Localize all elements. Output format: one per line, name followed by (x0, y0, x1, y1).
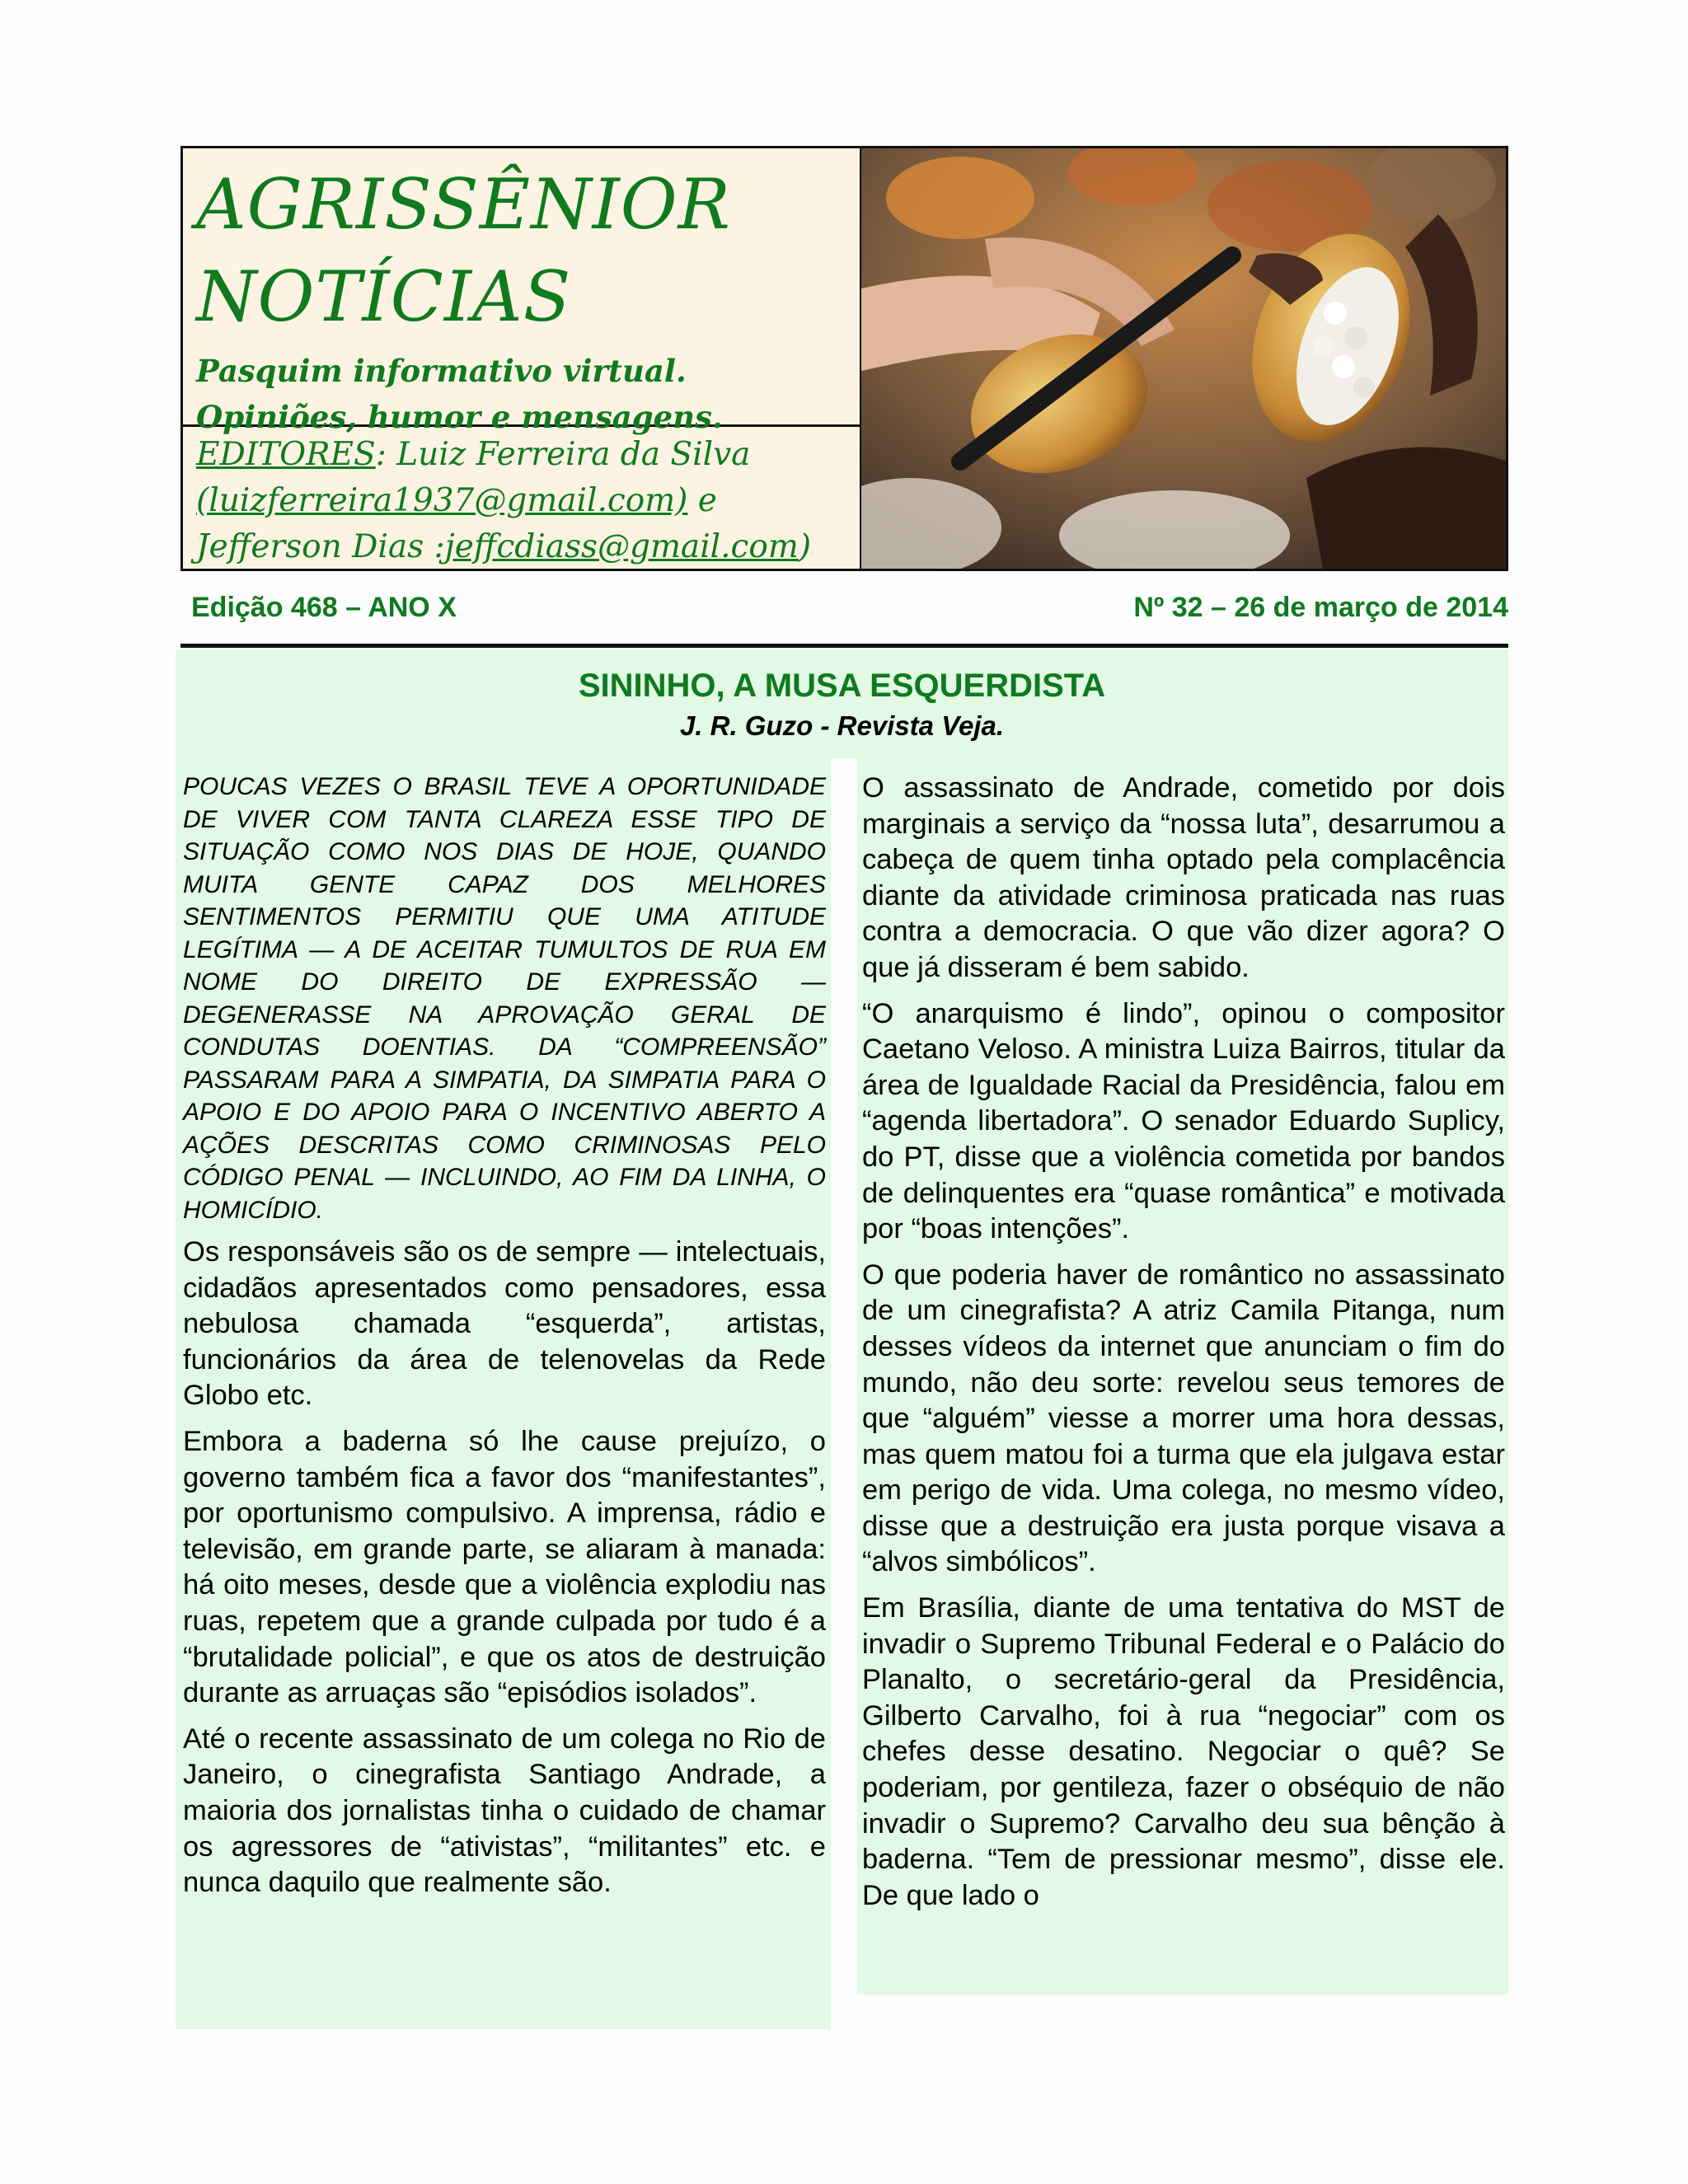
issue-date: Nº 32 – 26 de março de 2014 (1133, 592, 1508, 623)
masthead-subtitle-line2: Opiniões, humor e mensagens. (196, 399, 723, 435)
editors-label: EDITORES (196, 436, 376, 473)
cocoa-pods-illustration (861, 148, 1507, 569)
editor-email-2[interactable]: jeffcdiass@gmail.com (444, 528, 799, 565)
article-paragraph: O assassinato de Andrade, cometido por dois marginais a serviço da “nossa luta”, desarrumou a cabeça de quem tinha optado pela complacência diante da atividade criminosa praticada nas ruas contra a democracia. O que vão dizer agora? O que já disseram é bem sabido. (862, 772, 1505, 983)
edition-divider (181, 644, 1508, 648)
masthead-title-line2: NOTÍCIAS (196, 256, 572, 337)
masthead-text-panel (181, 146, 861, 571)
article-column-left (183, 771, 826, 1911)
masthead (181, 146, 1508, 571)
article-paragraph: Embora a baderna só lhe cause prejuízo, o governo também fica a favor dos “manifestantes”, por oportunismo compulsivo. A imprensa, rádio e televisão, em grande parte, se aliaram à manada: há oito meses, desde que a violência explodiu nas ruas, repetem que a grande culpada por tudo é a “brutalidade policial”, e que os atos de destruição durante as arruaças são “episódios isolados”. (183, 1425, 826, 1709)
edition-number: Edição 468 – ANO X (191, 592, 457, 623)
editors-name-1: : Luiz Ferreira da Silva (375, 436, 751, 473)
article-column-right (862, 771, 1505, 1924)
editors-line-3 (196, 524, 851, 570)
article-paragraph: Os responsáveis são os de sempre — intelectuais, cidadãos apresentados como pensadores, essa nebulosa chamada “esquerda”, artistas, funcionários da área de telenovelas da Rede Globo etc. (183, 1236, 826, 1412)
editors-line3-suffix: ) (798, 528, 812, 565)
masthead-editors (183, 427, 860, 570)
cocoa-pods-photo (861, 146, 1508, 571)
editors-line-2 (196, 478, 851, 524)
masthead-subtitle-line1: Pasquim informativo virtual. (196, 353, 687, 389)
edition-bar (191, 592, 1508, 624)
article-lead-paragraph: POUCAS VEZES O BRASIL TEVE A OPORTUNIDADE DE VIVER COM TANTA CLAREZA ESSE TIPO DE SITUAÇÃO COMO NOS DIAS DE HOJE, QUANDO MUITA GENTE CAPAZ DOS MELHORES SENTIMENTOS PERMITIU QUE UMA ATITUDE LEGÍTIMA — A DE ACEITAR TUMULTOS DE RUA EM NOME DO DIREITO DE EXPRESSÃO — DEGENERASSE NA APROVAÇÃO GERAL DE CONDUTAS DOENTIAS. DA “COMPREENSÃO” PASSARAM PARA A SIMPATIA, DA SIMPATIA PARA O APOIO E DO APOIO PARA O INCENTIVO ABERTO A AÇÕES DESCRITAS COMO CRIMINOSAS PELO CÓDIGO PENAL — INCLUINDO, AO FIM DA LINHA, O HOMICÍDIO. (183, 773, 826, 1224)
masthead-title-line1: AGRISSÊNIOR (196, 164, 731, 245)
editors-line-1 (196, 432, 851, 478)
editor-email-1[interactable]: (luizferreira1937@gmail.com) (196, 482, 688, 519)
article-headline: SININHO, A MUSA ESQUERDISTA (578, 668, 1106, 704)
masthead-title-box (183, 148, 860, 435)
article-paragraph: “O anarquismo é lindo”, opinou o compositor Caetano Veloso. A ministra Luiza Bairros, titular da área de Igualdade Racial da Presidência, falou em “agenda libertadora”. O senador Eduardo Suplicy, do PT, disse que a violência cometida por bandos de delinquentes era “quase romântica” e motivada por “boas intenções”. (862, 997, 1505, 1245)
article-paragraph: Em Brasília, diante de uma tentativa do MST de invadir o Supremo Tribunal Federal e o Palácio do Planalto, o secretário-geral da Presidência, Gilberto Carvalho, foi à rua “negociar” com os chefes desse desatino. Negociar o quê? Se poderiam, por gentileza, fazer o obséquio de não invadir o Supremo? Carvalho deu sua bênção à baderna. “Tem de pressionar mesmo”, disse ele. De que lado o (862, 1592, 1505, 1911)
article-paragraph: O que poderia haver de romântico no assassinato de um cinegrafista? A atriz Camila Pitanga, num desses vídeos da internet que anunciam o fim do mundo, não deu sorte: revelou seus temores de que “alguém” viesse a morrer uma hora dessas, mas quem matou foi a turma que ela julgava estar em perigo de vida. Uma colega, no mesmo vídeo, disse que a destruição era justa porque visava a “alvos simbólicos”. (862, 1258, 1505, 1578)
editors-name-2: Jefferson Dias : (196, 528, 445, 565)
editors-conjunction: e (687, 482, 717, 519)
article-paragraph: Até o recente assassinato de um colega no Rio de Janeiro, o cinegrafista Santiago Andrade, a maioria dos jornalistas tinha o cuidado de chamar os agressores de “ativistas”, “militantes” etc. e nunca daquilo que realmente são. (183, 1722, 826, 1899)
article-byline: J. R. Guzo - Revista Veja. (679, 710, 1005, 741)
